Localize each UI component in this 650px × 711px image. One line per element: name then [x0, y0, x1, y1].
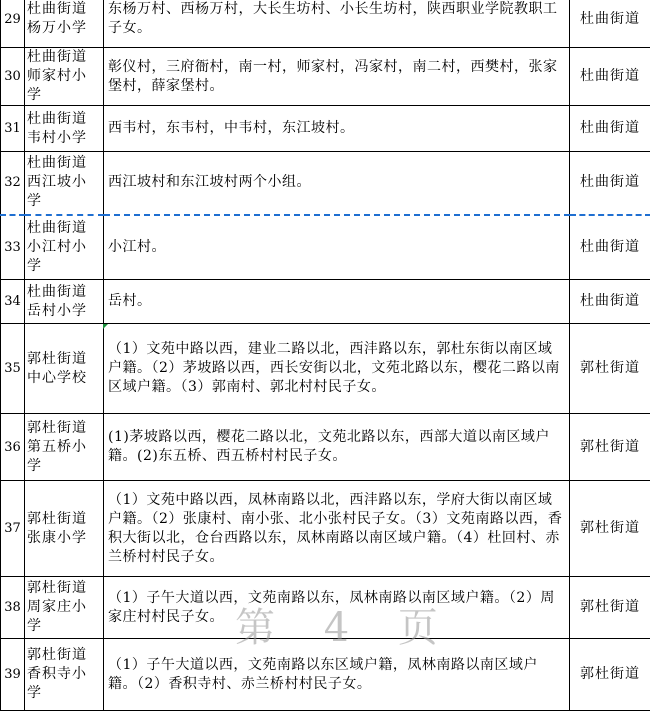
enrollment-area: 小江村。 [104, 215, 570, 280]
row-number: 35 [1, 324, 25, 414]
enrollment-area: 彰仪村，三府衙村，南一村，师家村，冯家村，南二村，西樊村，张家堡村，薛家堡村。 [104, 48, 570, 106]
school-name: 郭杜街道张康小学 [25, 481, 104, 577]
street-office: 郭杜街道 [570, 639, 650, 711]
table-row [1, 577, 650, 639]
enrollment-area: (1)茅坡路以西，樱花二路以北，文苑北路以东，西部大道以南区域户籍。(2)东五桥、西五桥村村民子女。 [104, 414, 570, 481]
row-number: 33 [1, 215, 25, 280]
school-name: 郭杜街道香积寺小学 [25, 639, 104, 711]
school-name: 杜曲街道小江村小学 [25, 215, 104, 280]
enrollment-area: 西韦村，东韦村，中韦村，东江坡村。 [104, 106, 570, 152]
school-name: 郭杜街道中心学校 [25, 324, 104, 414]
enrollment-area: 西江坡村和东江坡村两个小组。 [104, 152, 570, 215]
row-number: 31 [1, 106, 25, 152]
school-name: 郭杜街道周家庄小学 [25, 577, 104, 639]
enrollment-area: （1）子午大道以西，文苑南路以东区域户籍，凤林南路以南区域户籍。（2）香积寺村、赤兰桥村村民子女。 [104, 639, 570, 711]
table-row [1, 280, 650, 324]
row-number: 36 [1, 414, 25, 481]
table-row [1, 215, 650, 280]
table-row [1, 0, 650, 48]
school-name: 杜曲街道师家村小学 [25, 48, 104, 106]
row-number: 29 [1, 0, 25, 48]
row-number: 32 [1, 152, 25, 215]
enrollment-area: 东杨万村、西杨万村，大长生坊村、小长生坊村，陕西职业学院教职工子女。 [104, 0, 570, 48]
table-row [1, 414, 650, 481]
street-office: 杜曲街道 [570, 0, 650, 48]
table-row [1, 106, 650, 152]
street-office: 郭杜街道 [570, 414, 650, 481]
table-row [1, 152, 650, 215]
school-name: 杜曲街道韦村小学 [25, 106, 104, 152]
row-number: 34 [1, 280, 25, 324]
row-number: 37 [1, 481, 25, 577]
table-row [1, 324, 650, 414]
enrollment-area: （1）文苑中路以西，凤林南路以北，西沣路以东，学府大街以南区域户籍。（2）张康村、南小张、北小张村民子女。（3）文苑南路以西，香积大街以北，仓台西路以东，凤林南路以南区域户籍。（4）杜回村、赤兰桥村村民子女。 [104, 481, 570, 577]
page-number-watermark: 第 4 页 [235, 596, 456, 653]
street-office: 郭杜街道 [570, 324, 650, 414]
street-office: 郭杜街道 [570, 577, 650, 639]
row-number: 38 [1, 577, 25, 639]
school-name: 郭杜街道第五桥小学 [25, 414, 104, 481]
school-name: 杜曲街道西江坡小学 [25, 152, 104, 215]
street-office: 杜曲街道 [570, 106, 650, 152]
street-office: 郭杜街道 [570, 481, 650, 577]
cell-comment-marker [103, 324, 108, 329]
street-office: 杜曲街道 [570, 215, 650, 280]
street-office: 杜曲街道 [570, 280, 650, 324]
enrollment-area: （1）子午大道以西，文苑南路以东，凤林南路以南区域户籍。（2）周家庄村村民子女。 [104, 577, 570, 639]
street-office: 杜曲街道 [570, 48, 650, 106]
table-row [1, 639, 650, 711]
enrollment-area: 岳村。 [104, 280, 570, 324]
row-number: 39 [1, 639, 25, 711]
school-name: 杜曲街道杨万小学 [25, 0, 104, 48]
enrollment-area: （1）文苑中路以西，建业二路以北，西沣路以东，郭杜东街以南区域户籍。（2）茅坡路以西，西长安街以北，文苑北路以东，樱花二路以南区域户籍。（3）郭南村、郭北村村民子女。 [104, 324, 570, 414]
table-row [1, 481, 650, 577]
street-office: 杜曲街道 [570, 152, 650, 215]
row-number: 30 [1, 48, 25, 106]
table-row [1, 48, 650, 106]
school-name: 杜曲街道岳村小学 [25, 280, 104, 324]
